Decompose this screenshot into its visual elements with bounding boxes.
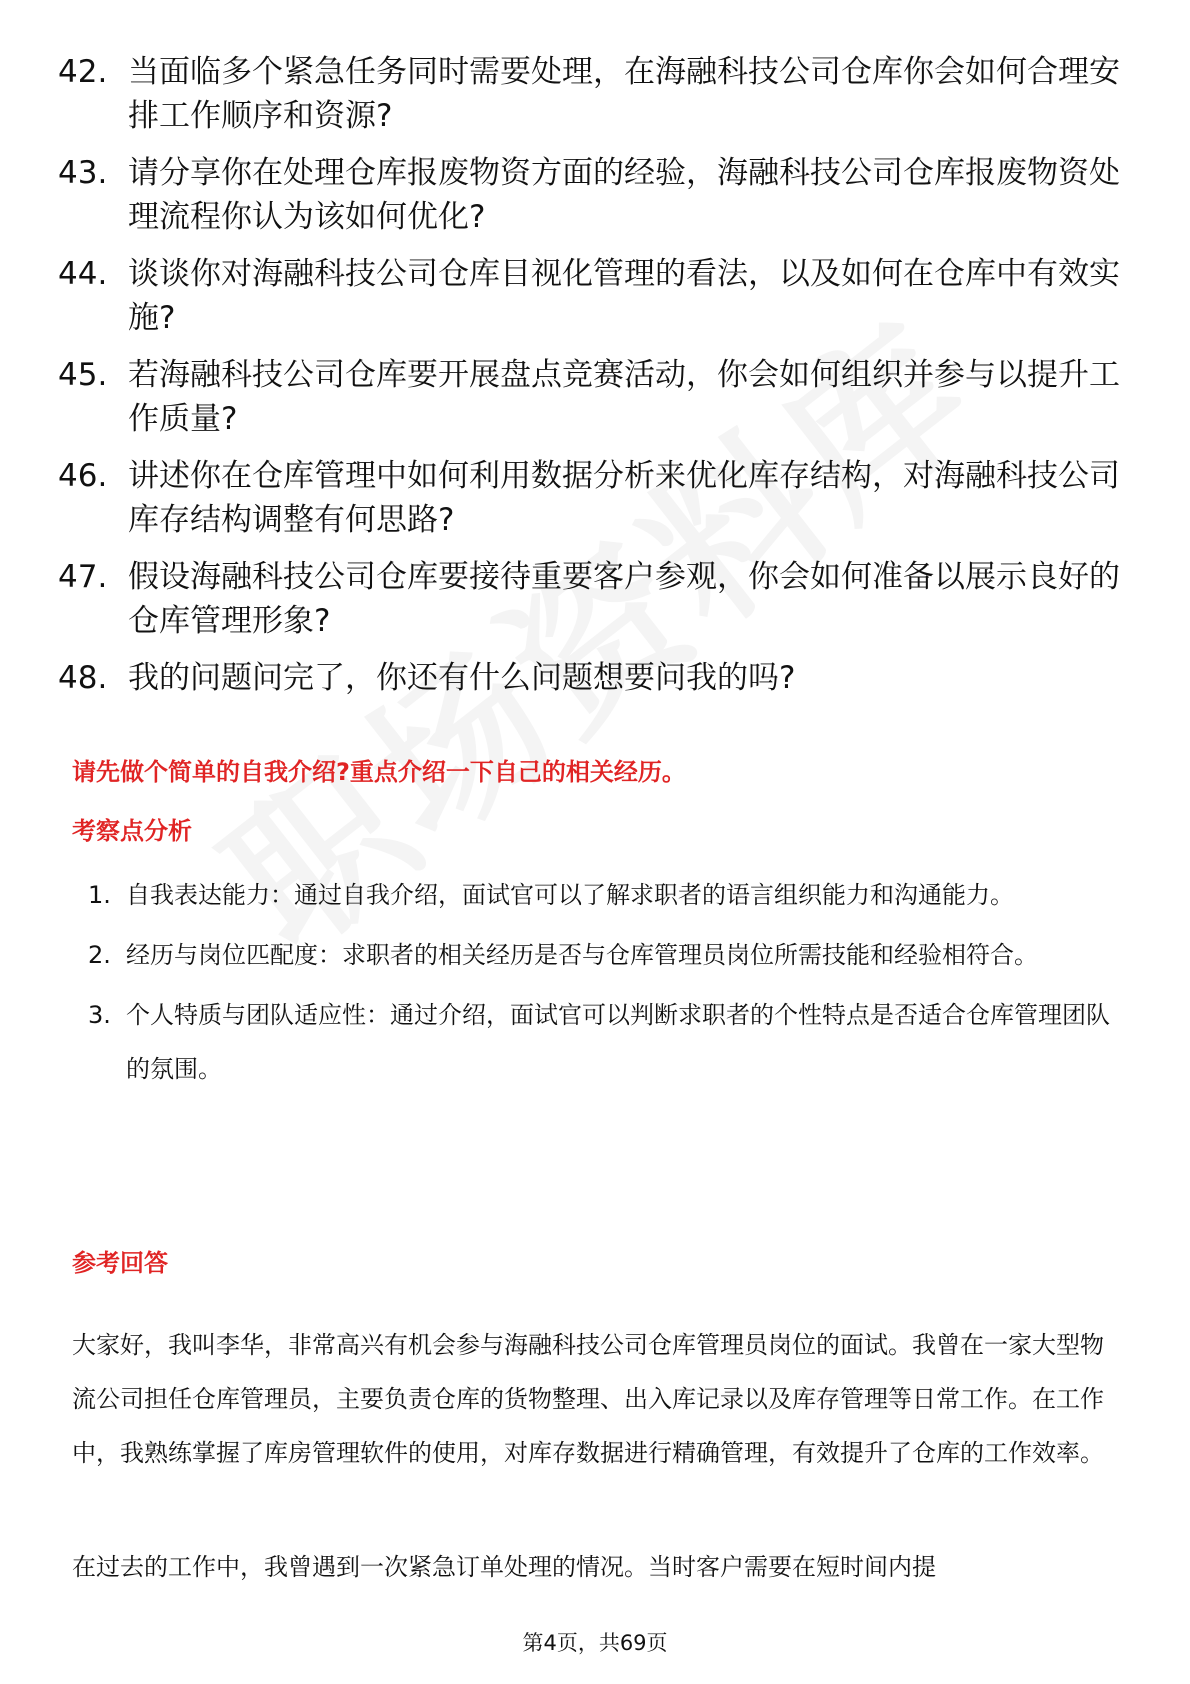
analysis-point [88,988,1118,1096]
question-text: 我的问题问完了，你还有什么问题想要问我的吗? [128,660,796,696]
question-number: 45. [58,357,108,393]
answer-paragraph: 在过去的工作中，我曾遇到一次紧急订单处理的情况。当时客户需要在短时间内提 [72,1553,936,1581]
analysis-point [88,928,1118,982]
analysis-point-list [88,868,1118,1102]
question-item [58,454,1138,542]
answer-section-title: 参考回答 [72,1249,168,1277]
question-number: 46. [58,458,108,494]
question-text: 假设海融科技公司仓库要接待重要客户参观，你会如何准备以展示良好的仓库管理形象? [128,559,1120,639]
question-item [58,252,1138,340]
analysis-point [88,868,1118,922]
analysis-point-number: 3. [88,1001,111,1029]
question-number: 47. [58,559,108,595]
analysis-point-number: 2. [88,941,111,969]
question-number: 48. [58,660,108,696]
page-number-footer: 第4页，共69页 [522,1631,668,1655]
question-item [58,555,1138,643]
question-number: 43. [58,155,108,191]
question-text: 当面临多个紧急任务同时需要处理，在海融科技公司仓库你会如何合理安排工作顺序和资源? [128,54,1120,134]
question-item [58,656,1138,700]
question-text: 谈谈你对海融科技公司仓库目视化管理的看法，以及如何在仓库中有效实施? [128,256,1120,336]
question-text: 讲述你在仓库管理中如何利用数据分析来优化库存结构，对海融科技公司库存结构调整有何思路? [128,458,1120,538]
analysis-point-text: 经历与岗位匹配度：求职者的相关经历是否与仓库管理员岗位所需技能和经验相符合。 [126,941,1038,969]
question-number: 42. [58,54,108,90]
analysis-point-text: 自我表达能力：通过自我介绍，面试官可以了解求职者的语言组织能力和沟通能力。 [126,881,1014,909]
question-item [58,151,1138,239]
analysis-point-number: 1. [88,881,111,909]
question-text: 请分享你在处理仓库报废物资方面的经验，海融科技公司仓库报废物资处理流程你认为该如何优化? [128,155,1120,235]
question-item [58,50,1138,138]
question-text: 若海融科技公司仓库要开展盘点竞赛活动，你会如何组织并参与以提升工作质量? [128,357,1120,437]
question-number: 44. [58,256,108,292]
analysis-section-title: 考察点分析 [72,817,192,845]
analysis-point-text: 个人特质与团队适应性：通过介绍，面试官可以判断求职者的个性特点是否适合仓库管理团队的氛围。 [126,1001,1110,1083]
question-item [58,353,1138,441]
question-list [58,50,1138,713]
answer-paragraph: 大家好，我叫李华，非常高兴有机会参与海融科技公司仓库管理员岗位的面试。我曾在一家大型物流公司担任仓库管理员，主要负责仓库的货物整理、出入库记录以及库存管理等日常工作。在工作中，我熟练掌握了库房管理软件的使用，对库存数据进行精确管理，有效提升了仓库的工作效率。 [72,1331,1104,1467]
focus-question-heading: 请先做个简单的自我介绍?重点介绍一下自己的相关经历。 [72,758,686,786]
